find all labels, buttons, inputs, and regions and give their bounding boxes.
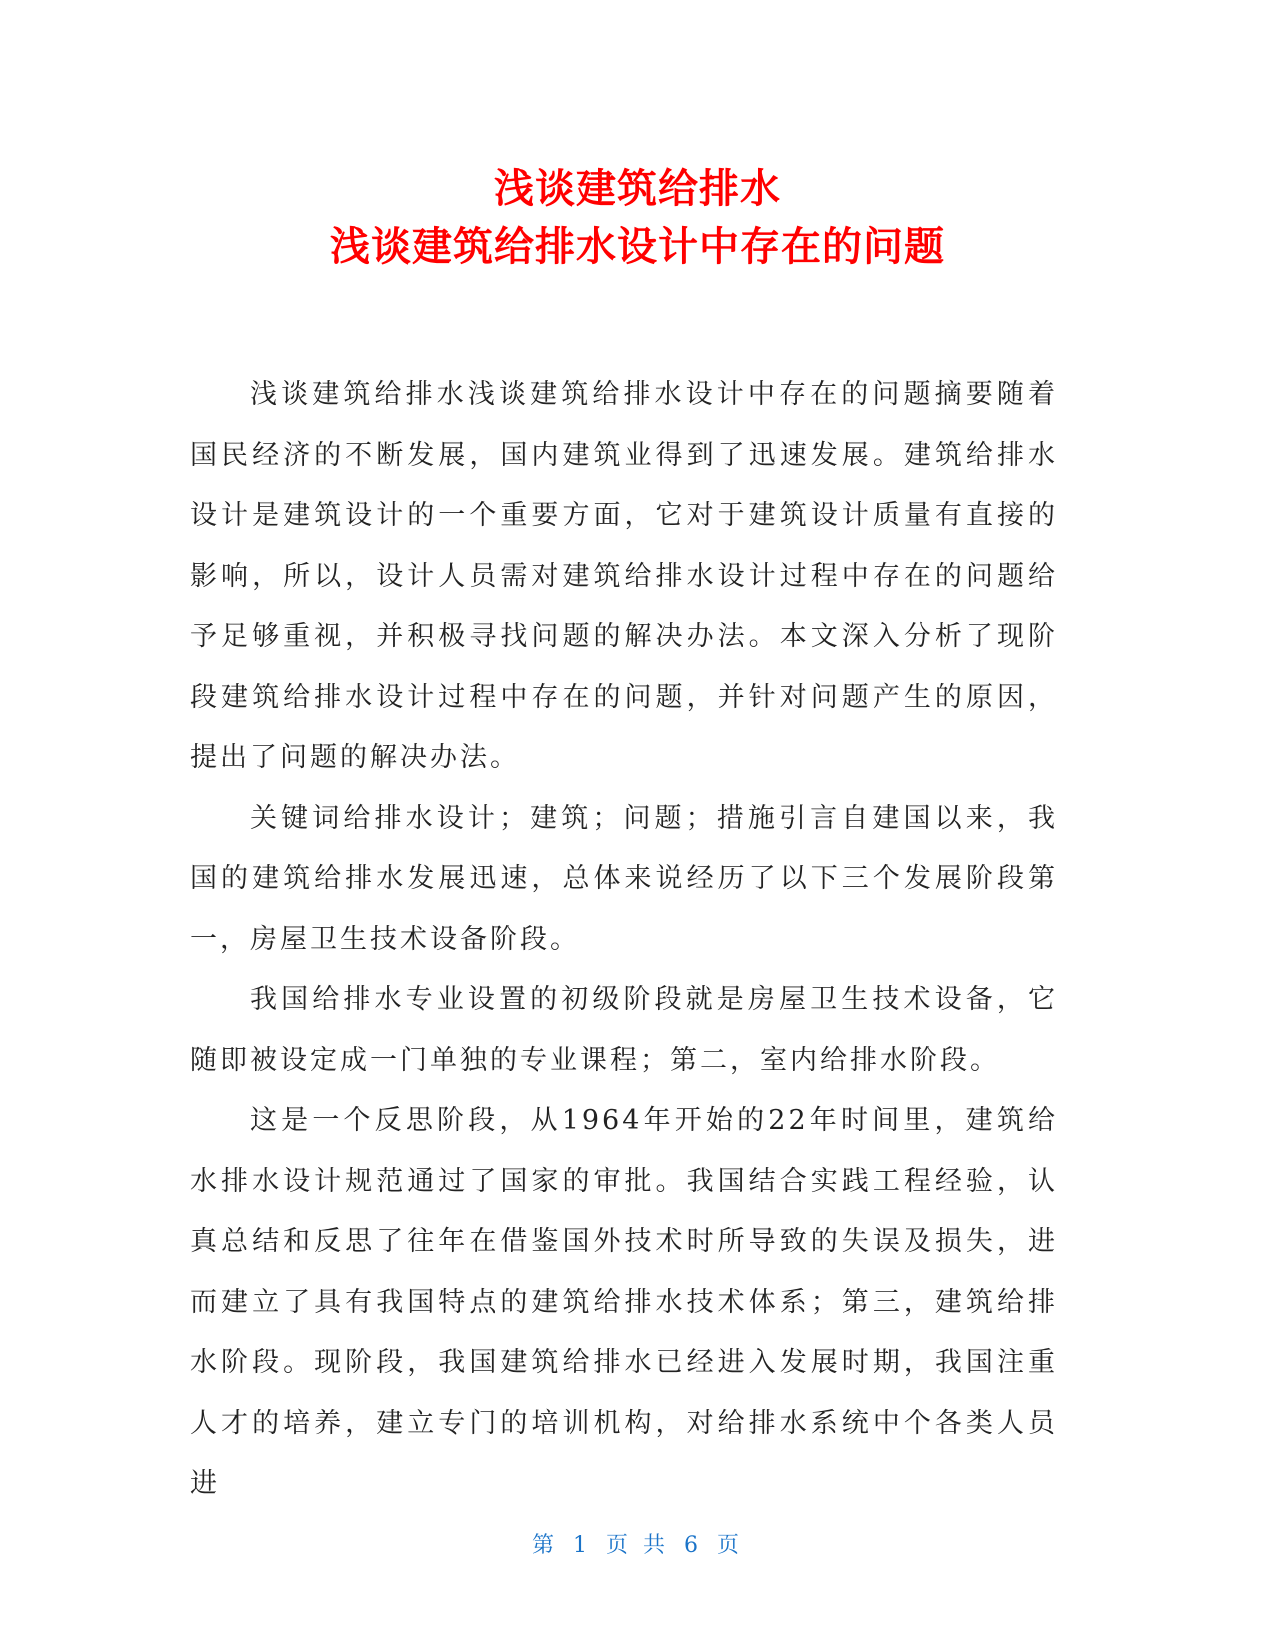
paragraph-keywords: 关键词给排水设计；建筑；问题；措施引言自建国以来，我国的建筑给排水发展迅速，总体来说经历了以下三个发展阶段第一，房屋卫生技术设备阶段。 — [190, 802, 1058, 955]
paragraph-abstract: 浅谈建筑给排水浅谈建筑给排水设计中存在的问题摘要随着国民经济的不断发展，国内建筑业得到了迅速发展。建筑给排水设计是建筑设计的一个重要方面，它对于建筑设计质量有直接的影响，所以，设计人员需对建筑给排水设计过程中存在的问题给予足够重视，并积极寻找问题的解决办法。本文深入分析了现阶段建筑给排水设计过程中存在的问题，并针对问题产生的原因，提出了问题的解决办法。 — [190, 379, 1058, 773]
footer-current-page: 1 — [573, 1533, 591, 1558]
footer-total-pages: 6 — [684, 1533, 702, 1558]
paragraph-stage-two: 我国给排水专业设置的初级阶段就是房屋卫生技术设备，它随即被设定成一门单独的专业课程；第二，室内给排水阶段。 — [190, 984, 1058, 1076]
paragraph-stage-three: 这是一个反思阶段，从1964年开始的22年时间里，建筑给水排水设计规范通过了国家的审批。我国结合实践工程经验，认真总结和反思了往年在借鉴国外技术时所导致的失误及损失，进而建立了具有我国特点的建筑给排水技术体系；第三，建筑给排水阶段。现阶段，我国建筑给排水已经进入发展时期，我国注重人才的培养，建立专门的培训机构，对给排水系统中个各类人员进 — [190, 1105, 1058, 1499]
title-line-2: 浅谈建筑给排水设计中存在的问题 — [330, 224, 945, 270]
document-body — [190, 365, 1058, 1515]
title-line-1: 浅谈建筑给排水 — [494, 166, 781, 212]
footer-prefix: 第 — [531, 1533, 558, 1558]
footer-middle: 页 共 — [606, 1533, 669, 1558]
page-footer — [0, 1528, 1275, 1559]
footer-suffix: 页 — [717, 1533, 744, 1558]
document-title — [0, 160, 1275, 276]
